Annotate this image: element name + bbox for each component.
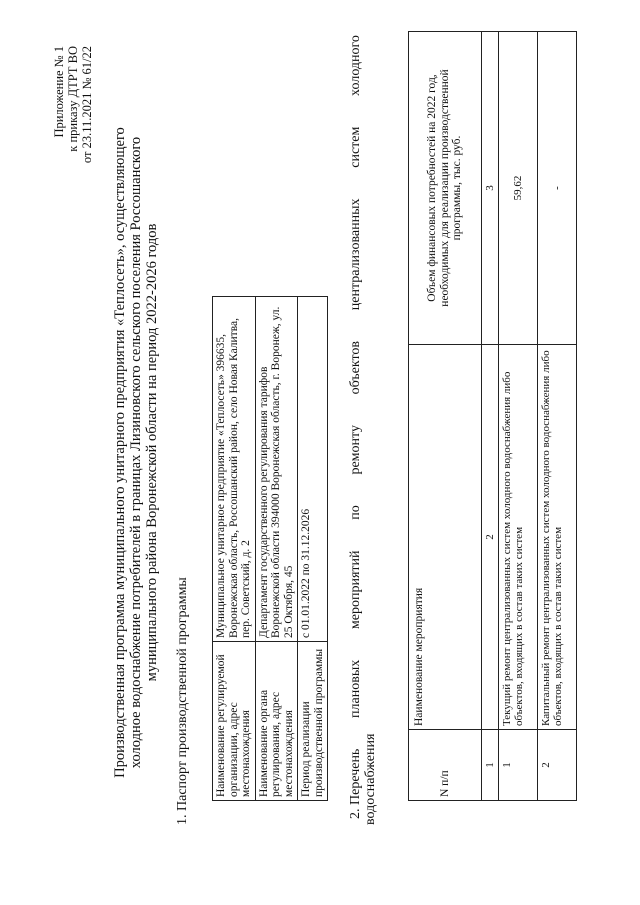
column-number: 3 (482, 32, 499, 345)
row-value: - (538, 32, 577, 345)
appendix-line-3: от 23.11.2021 № 61/22 (80, 46, 94, 164)
row-name: Капитальный ремонт централизованных систем холодного водоснабжения либо объектов, входящих в состав таких систем (538, 345, 577, 730)
passport-value: Муниципальное унитарное предприятие «Теплосеть» 396635, Воронежская область, Россошанский район, село Новая Калитва, пер. Советский, д. 2 (213, 297, 256, 642)
heading-word: централизованных (348, 198, 363, 311)
passport-value: с 01.01.2022 по 31.12.2026 (298, 297, 328, 642)
column-number: 2 (482, 345, 499, 730)
table-row (538, 32, 577, 801)
section-1-heading: 1. Паспорт производственной программы (175, 577, 190, 825)
passport-key: Наименование регулируемой организации, адрес местонахождения (213, 642, 256, 801)
passport-table (212, 296, 328, 801)
column-header-name: Наименование мероприятия (409, 345, 482, 730)
heading-word: мероприятий (348, 550, 363, 630)
passport-row (255, 297, 298, 801)
column-header-volume: Объем финансовых потребностей на 2022 год, необходимых для реализации производственной программы, тыс. руб. (409, 32, 482, 345)
title-line-2: холодное водоснабжение потребителей в границах Лизиновского сельского поселения Россошанского (128, 136, 144, 769)
header-row (409, 32, 482, 801)
appendix-line-1: Приложение № 1 (52, 46, 66, 138)
heading-line-2: водоснабжения (363, 733, 378, 825)
row-number: 1 (499, 730, 538, 801)
heading-word: холодного (348, 35, 363, 96)
heading-word: по (348, 505, 363, 520)
appendix-line-2: к приказу ДТРТ ВО (66, 46, 80, 152)
section-2-heading (348, 35, 378, 825)
row-name: Текущий ремонт централизованных систем холодного водоснабжения либо объектов, входящих в состав таких систем (499, 345, 538, 730)
passport-row (213, 297, 256, 801)
row-number: 2 (538, 730, 577, 801)
table-row (499, 32, 538, 801)
heading-word: 2. Перечень (348, 748, 363, 819)
passport-row (298, 297, 328, 801)
heading-word: объектов (348, 340, 363, 395)
measures-table (408, 31, 577, 801)
heading-word: ремонту (348, 425, 363, 475)
column-header-number: N п/п (409, 730, 482, 801)
row-value: 59,62 (499, 32, 538, 345)
appendix-reference (52, 46, 94, 163)
column-number-row (482, 32, 499, 801)
title-line-3: муниципального района Воронежской области на период 2022-2026 годов (144, 223, 160, 682)
document-title (112, 40, 160, 865)
passport-value: Департамент государственного регулирования тарифов Воронежской области 394000 Воронежская область, г. Воронеж, ул. 25 Октября, 45 (255, 297, 298, 642)
passport-key: Наименование органа регулирования, адрес местонахождения (255, 642, 298, 801)
passport-key: Период реализации производственной программы (298, 642, 328, 801)
heading-word: систем (348, 126, 363, 168)
title-line-1: Производственная программа муниципального унитарного предприятия «Теплосеть», осуществляющего (112, 127, 128, 778)
column-number: 1 (482, 730, 499, 801)
heading-word: плановых (348, 659, 363, 718)
